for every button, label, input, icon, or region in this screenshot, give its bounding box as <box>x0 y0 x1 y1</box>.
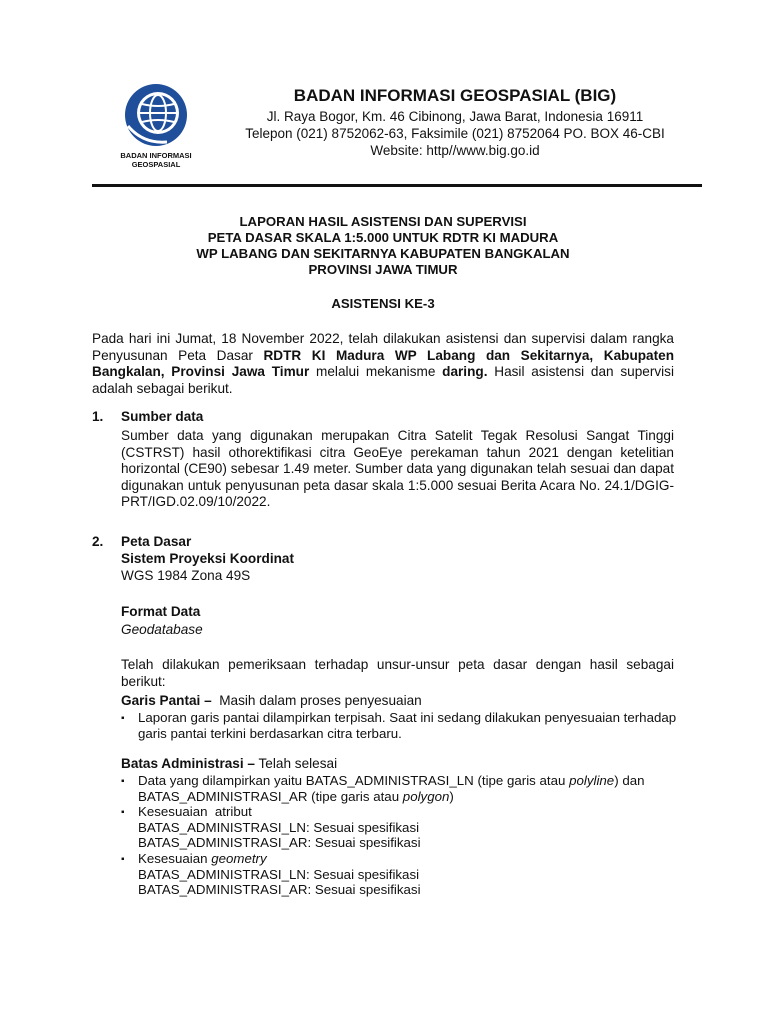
batas-b1-text-d: BATAS_ADMINISTRASI_AR (tipe garis atau <box>138 788 403 804</box>
batas-admin-line <box>121 756 674 773</box>
geometry-word: geometry <box>211 851 267 866</box>
org-name: BADAN INFORMASI GEOSPASIAL (BIG) <box>293 86 617 105</box>
org-phone: Telepon (021) 8752062-63, Faksimile (021) 8752064 PO. BOX 46-CBI <box>245 126 665 141</box>
big-logo <box>110 82 202 169</box>
geometry-ln-status: BATAS_ADMINISTRASI_LN: Sesuai spesifikasi <box>138 866 420 882</box>
title-line-3: WP LABANG DAN SEKITARNYA KABUPATEN BANGKALAN <box>196 246 570 261</box>
geometry-label: Kesesuaian <box>138 851 212 866</box>
globe-logo-icon <box>123 82 189 148</box>
garis-pantai-bullet-1: Laporan garis pantai dilampirkan terpisah. Saat ini sedang dilakukan penyesuaian terhadap garis pantai terkini berdasarkan citra terbaru. <box>138 710 677 741</box>
section-1-heading: Sumber data <box>121 409 204 424</box>
batas-admin-bullet-3 <box>138 851 678 898</box>
batas-admin-bullet-2 <box>138 804 678 851</box>
bullet-icon: ▪ <box>121 776 125 787</box>
batas-b1-polygon: polygon <box>402 788 450 804</box>
intro-text-1: Pada hari ini Jumat, 18 November 2022, telah dilakukan asistensi dan supervisi dalam rangka Penyusunan Peta Dasar <box>92 331 674 363</box>
projection-value: WGS 1984 Zona 49S <box>121 568 251 583</box>
report-title <box>92 214 674 278</box>
format-heading: Format Data <box>121 604 201 619</box>
kesesuaian-geometry <box>138 851 678 867</box>
bullet-icon: ▪ <box>121 854 125 865</box>
projection-heading: Sistem Proyeksi Koordinat <box>121 551 294 566</box>
org-address: Jl. Raya Bogor, Km. 46 Cibinong, Jawa Barat, Indonesia 16911 <box>266 109 644 124</box>
garis-pantai-status: Masih dalam proses penyesuaian <box>211 693 422 708</box>
kesesuaian-atribut: Kesesuaian atribut <box>138 804 252 819</box>
report-subtitle: ASISTENSI KE-3 <box>331 296 435 311</box>
title-line-1: LAPORAN HASIL ASISTENSI DAN SUPERVISI <box>239 214 527 229</box>
header-divider <box>92 184 702 187</box>
section-2-heading: Peta Dasar <box>121 534 192 549</box>
format-value: Geodatabase <box>121 622 203 637</box>
batas-admin-status: Telah selesai <box>254 756 338 771</box>
bullet-icon: ▪ <box>121 713 125 724</box>
title-line-2: PETA DASAR SKALA 1:5.000 UNTUK RDTR KI MADURA <box>207 230 559 245</box>
logo-caption-line-1: BADAN INFORMASI <box>120 151 192 160</box>
atribut-ar-status: BATAS_ADMINISTRASI_AR: Sesuai spesifikasi <box>138 835 421 850</box>
org-website: Website: http//www.big.go.id <box>370 143 540 158</box>
batas-admin-bullet-1 <box>138 773 678 804</box>
batas-b1-polyline: polyline <box>569 773 615 788</box>
intro-text-3: Hasil asistensi dan supervisi adalah sebagai berikut. <box>92 364 675 396</box>
intro-text-2: melalui mekanisme <box>309 364 443 379</box>
intro-bold-daring: daring. <box>442 364 488 379</box>
batas-b1-text-a: Data yang dilampirkan yaitu BATAS_ADMINISTRASI_LN (tipe garis atau <box>138 773 570 788</box>
section-1-number: 1. <box>92 409 104 424</box>
batas-b1-text-f: ) <box>449 788 454 804</box>
check-paragraph: Telah dilakukan pemeriksaan terhadap unsur-unsur peta dasar dengan hasil sebagai berikut: <box>121 657 674 689</box>
geometry-ar-status: BATAS_ADMINISTRASI_AR: Sesuai spesifikasi <box>138 882 421 897</box>
batas-bullet-1-line-2 <box>138 789 678 805</box>
batas-b1-text-c: ) dan <box>614 773 645 788</box>
batas-bullet-1-line-1 <box>138 773 678 789</box>
logo-caption <box>110 151 202 169</box>
title-line-4: PROVINSI JAWA TIMUR <box>308 262 458 277</box>
garis-pantai-heading: Garis Pantai – <box>121 693 212 708</box>
intro-bold-project: RDTR KI Madura WP Labang dan Sekitarnya, Kabupaten Bangkalan, Provinsi Jawa Timur <box>92 347 675 379</box>
batas-admin-heading: Batas Administrasi – <box>121 756 255 771</box>
bullet-icon: ▪ <box>121 807 125 818</box>
intro-paragraph <box>92 331 674 397</box>
section-2-number: 2. <box>92 534 104 549</box>
logo-caption-line-2: GEOSPASIAL <box>131 160 181 169</box>
atribut-ln-status: BATAS_ADMINISTRASI_LN: Sesuai spesifikasi <box>138 819 420 835</box>
garis-pantai-line <box>121 693 674 710</box>
section-1-body: Sumber data yang digunakan merupakan Citra Satelit Tegak Resolusi Sangat Tinggi (CSTRST) hasil othorektifikasi citra GeoEye perekaman tahun 2021 dengan ketelitian horizontal (CE90) sebesar 1.49 meter. Sumber data yang digunakan telah sesuai dan dapat digunakan untuk penyusunan peta dasar skala 1:5.000 sesuai Berita Acara No. 24.1/DGIG-PRT/IGD.02.09/10/2022. <box>121 428 674 509</box>
